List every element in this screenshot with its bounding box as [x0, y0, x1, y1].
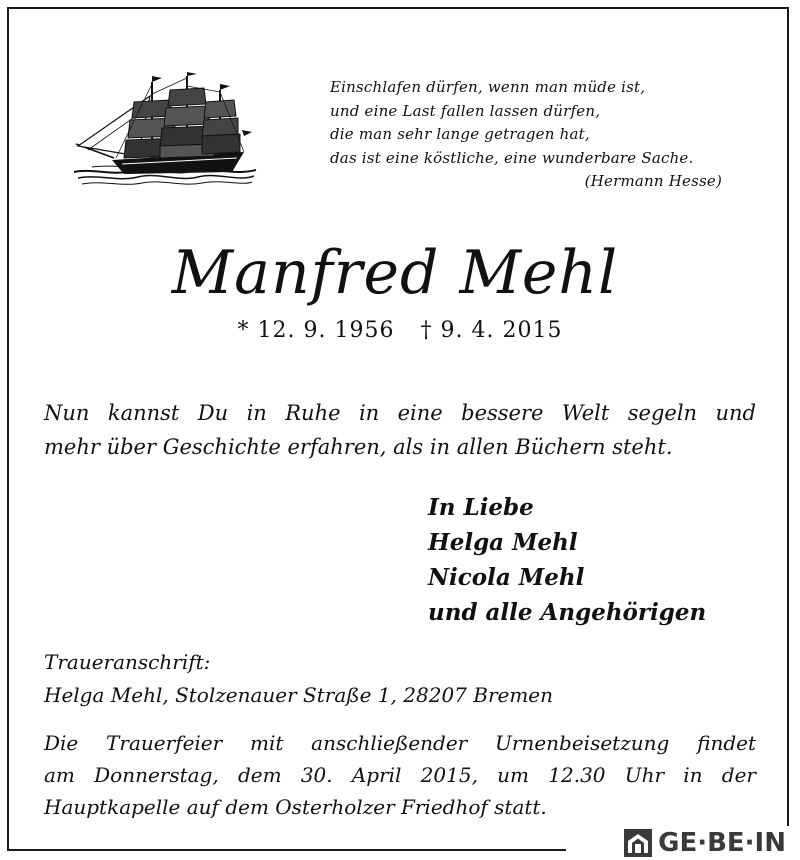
- quote-line: Einschlafen dürfen, wenn man müde ist,: [330, 78, 646, 96]
- death-date: † 9. 4. 2015: [420, 318, 563, 343]
- ceremony-info: [44, 727, 756, 823]
- birth-date: * 12. 9. 1956: [237, 318, 395, 343]
- quote-line: und eine Last fallen lassen dürfen,: [330, 101, 601, 120]
- sailing-ship-icon: [72, 72, 258, 192]
- mourners-signature: [428, 490, 706, 630]
- life-dates: [0, 318, 800, 343]
- ceremony-line: am Donnerstag, dem 30. April 2015, um 12.30 Uhr in der: [44, 763, 756, 787]
- epitaph-line: mehr über Geschichte erfahren, als in allen Büchern steht.: [44, 435, 673, 459]
- ceremony-line: Die Trauerfeier mit anschließender Urnenbeisetzung findet: [44, 731, 756, 755]
- mourners-intro: In Liebe: [428, 494, 534, 521]
- mourner-name: Nicola Mehl: [428, 564, 585, 591]
- gebein-logo: [566, 826, 792, 860]
- quote-line: die man sehr lange getragen hat,: [330, 125, 590, 143]
- mourner-name: Helga Mehl: [428, 529, 578, 556]
- mourner-name: und alle Angehörigen: [428, 599, 707, 626]
- quote-author: (Hermann Hesse): [584, 172, 722, 190]
- mourning-address: [44, 646, 553, 712]
- gebein-logo-icon: [624, 829, 652, 857]
- epitaph: [44, 396, 756, 464]
- quote-line: das ist eine köstliche, eine wunderbare Sache.: [330, 148, 694, 167]
- epitaph-line: Nun kannst Du in Ruhe in eine bessere Welt segeln und: [44, 401, 756, 425]
- ceremony-line: Hauptkapelle auf dem Osterholzer Friedhof statt.: [44, 795, 547, 819]
- hesse-quote: [330, 76, 730, 194]
- address-value: Helga Mehl, Stolzenauer Straße 1, 28207 Bremen: [44, 683, 554, 707]
- deceased-name: Manfred Mehl: [171, 238, 619, 308]
- gebein-logo-text: GE·BE·IN: [658, 828, 786, 858]
- address-label: Traueranschrift:: [44, 650, 211, 674]
